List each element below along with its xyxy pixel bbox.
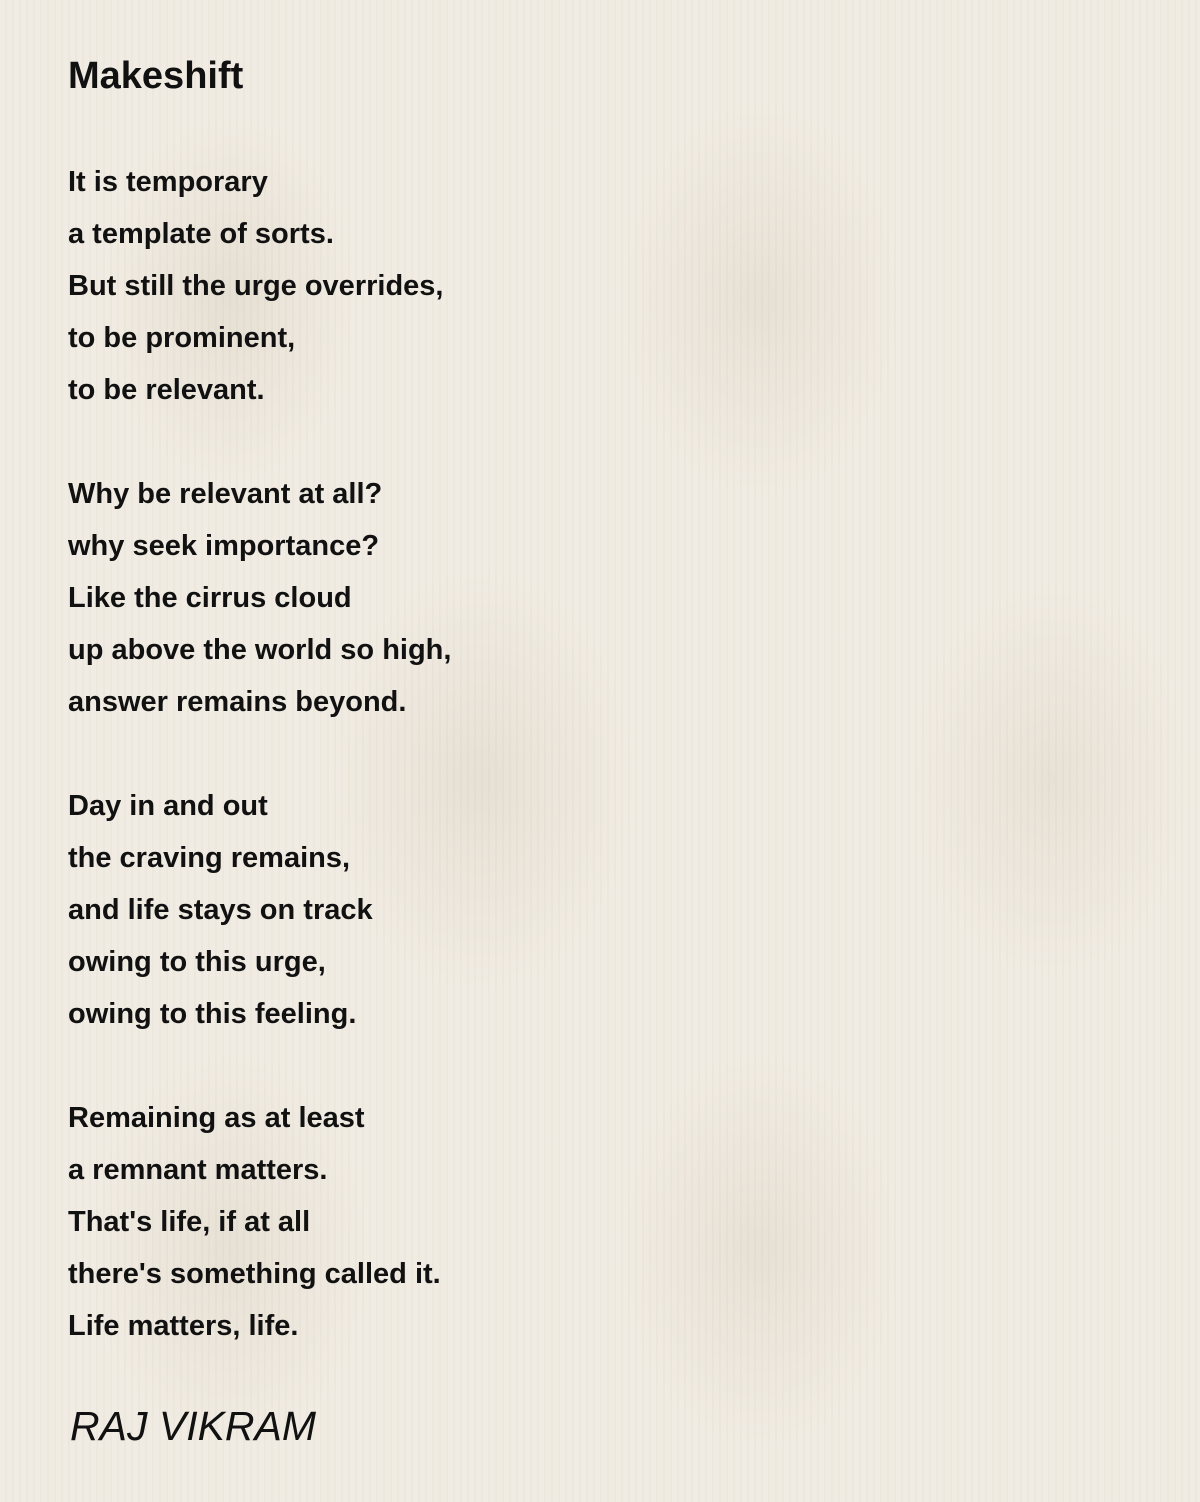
- poem-line: owing to this feeling.: [68, 998, 357, 1030]
- poem-line: why seek importance?: [68, 530, 380, 562]
- poem-line: Life matters, life.: [68, 1310, 299, 1342]
- stanza-2: [68, 468, 1128, 728]
- poem-line: owing to this urge,: [68, 946, 326, 978]
- poem-title: Makeshift: [68, 55, 244, 97]
- poem-line: Day in and out: [68, 790, 268, 822]
- poem-line: answer remains beyond.: [68, 686, 407, 718]
- poem-line: the craving remains,: [68, 842, 351, 874]
- poem-line: It is temporary: [68, 166, 268, 198]
- poem-line: to be prominent,: [68, 322, 296, 354]
- poem-body: [68, 156, 1128, 1352]
- poem-line: up above the world so high,: [68, 634, 452, 666]
- poem-line: That's life, if at all: [68, 1206, 311, 1238]
- stanza-3: [68, 780, 1128, 1040]
- poem-page: [68, 52, 1128, 1404]
- stanza-1: [68, 156, 1128, 416]
- poem-line: Why be relevant at all?: [68, 478, 383, 510]
- poem-line: Like the cirrus cloud: [68, 582, 352, 614]
- poem-line: to be relevant.: [68, 374, 265, 406]
- poem-line: and life stays on track: [68, 894, 373, 926]
- poem-line: But still the urge overrides,: [68, 270, 444, 302]
- poem-line: a remnant matters.: [68, 1154, 328, 1186]
- poem-line: there's something called it.: [68, 1258, 441, 1290]
- poem-author: RAJ VIKRAM: [70, 1403, 317, 1449]
- poem-line: Remaining as at least: [68, 1102, 365, 1134]
- stanza-4: [68, 1092, 1128, 1352]
- poem-line: a template of sorts.: [68, 218, 334, 250]
